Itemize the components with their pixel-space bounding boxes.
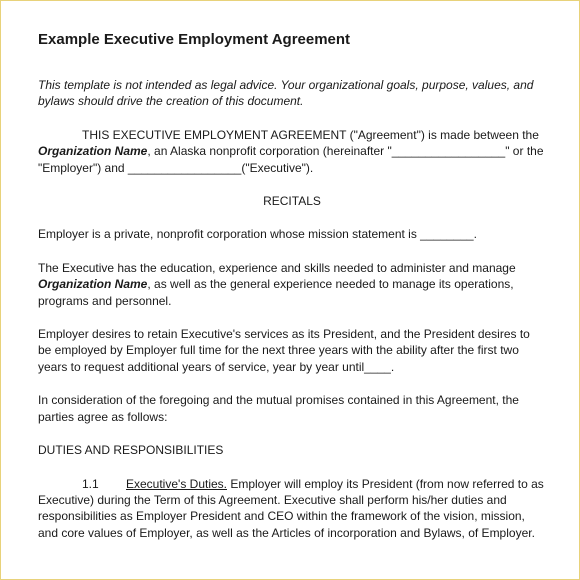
section-1-1 bbox=[38, 476, 546, 542]
recitals-heading: RECITALS bbox=[263, 194, 321, 209]
recital-2-text-1: The Executive has the education, experience and skills needed to administer and manage bbox=[38, 260, 516, 275]
opening-paragraph bbox=[38, 127, 546, 176]
recital-employment-term: Employer desires to retain Executive's services as its President, and the President desires to be employed by Employer full time for the next three years with the ability after the first two years to request additional years of service, year by year until____. bbox=[38, 327, 530, 374]
organization-name: Organization Name bbox=[38, 144, 148, 159]
document-body bbox=[38, 29, 546, 541]
intro-disclaimer: This template is not intended as legal advice. Your organizational goals, purpose, values, and bylaws should drive the creation of this document. bbox=[38, 78, 534, 109]
document-title: Example Executive Employment Agreement bbox=[38, 31, 351, 48]
opening-text-2: , an Alaska nonprofit corporation (hereinafter "_________________" or the "Employer") and _________________("Executive"). bbox=[38, 144, 544, 175]
section-text: Employer will employ its President (from now referred to as Executive) during the Term of this Agreement. Executive shall perform his/her duties and responsibilities as Employer President and CEO within the framework of the vision, mission, and core values of Employer, as well as the Articles of incorporation and Bylaws, of Employer. bbox=[38, 476, 544, 540]
recital-mission: Employer is a private, nonprofit corporation whose mission statement is ________. bbox=[38, 227, 477, 242]
section-number: 1.1 bbox=[82, 476, 99, 491]
consideration-paragraph: In consideration of the foregoing and the mutual promises contained in this Agreement, the parties agree as follows: bbox=[38, 393, 519, 424]
recital-2-text-2: , as well as the general experience needed to manage its operations, programs and personnel. bbox=[38, 277, 514, 308]
opening-text-1: THIS EXECUTIVE EMPLOYMENT AGREEMENT ("Agreement") is made between the bbox=[82, 127, 539, 142]
duties-heading: DUTIES AND RESPONSIBILITIES bbox=[38, 443, 224, 458]
recital-executive-qualifications bbox=[38, 260, 546, 309]
section-title: Executive's Duties. bbox=[126, 476, 227, 491]
organization-name-2: Organization Name bbox=[38, 277, 148, 292]
